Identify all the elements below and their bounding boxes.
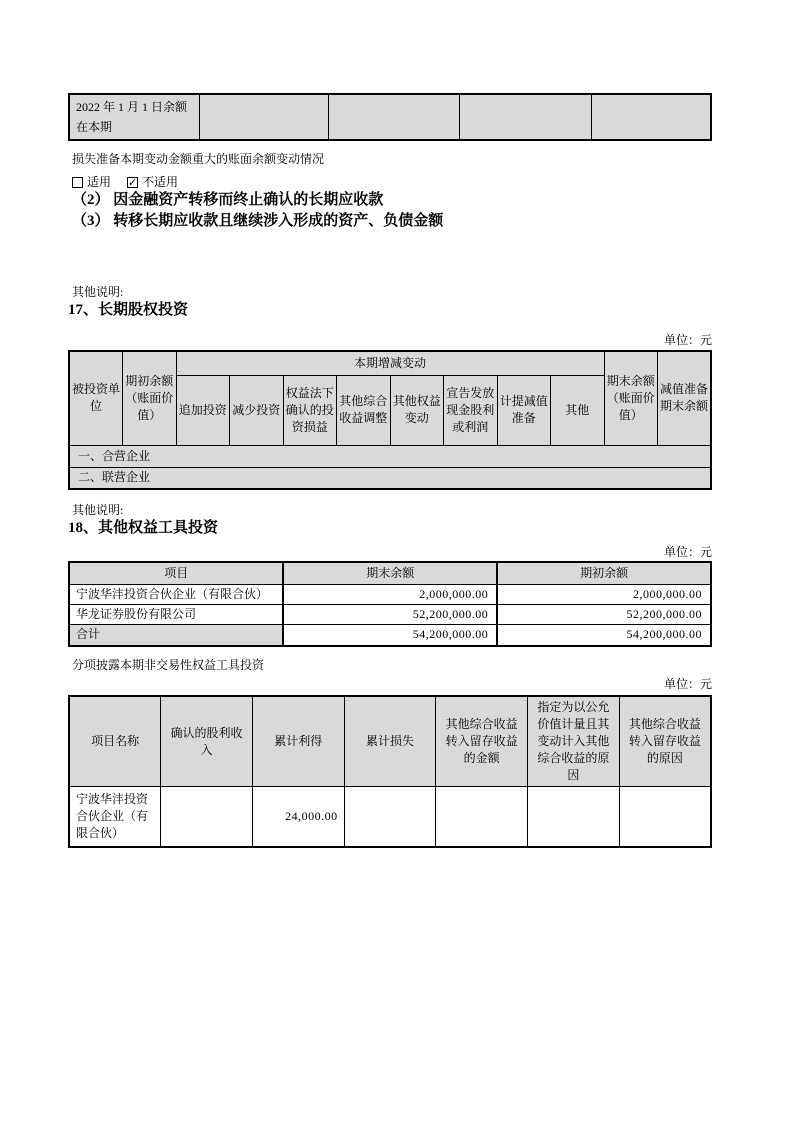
empty-cell: [592, 94, 711, 140]
col-oci-adjustment: 其他综合收益调整: [337, 375, 391, 445]
investee-name: 华龙证券股份有限公司: [69, 604, 283, 624]
col-opening-balance: 期初余额（账面价值）: [123, 351, 177, 445]
col-impairment-provision: 计提减值准备: [497, 375, 551, 445]
unit-label: 单位：元: [663, 333, 712, 347]
other-equity-instruments-table: [68, 561, 712, 647]
dividend-amount: [161, 787, 253, 847]
not-applicable-label: 不适用: [142, 175, 179, 189]
heading-continuing-involvement: （3） 转移长期应收款且继续涉入形成的资产、负债金额: [72, 213, 444, 229]
loss-reserve-table: [68, 93, 712, 141]
loss-change-note: 损失准备本期变动金额重大的账面余额变动情况: [72, 152, 325, 166]
group-associates: 二、联营企业: [69, 467, 711, 489]
group-joint-ventures: 一、合营企业: [69, 445, 711, 467]
col-group-period-changes: 本期增减变动: [176, 351, 604, 375]
gains-amount: 24,000.00: [252, 787, 344, 847]
col-reduced-investment: 减少投资: [230, 375, 284, 445]
section-18-title: 18、其他权益工具投资: [68, 520, 219, 536]
checkbox-unchecked-icon: [72, 177, 83, 188]
checkbox-checked-icon: [127, 177, 138, 188]
total-label: 合计: [69, 624, 283, 646]
col-accumulated-losses: 累计损失: [344, 696, 436, 787]
table-header-row: [69, 562, 711, 584]
col-impairment-closing: 减值准备期末余额: [658, 351, 712, 445]
investee-name: 宁波华沣投资合伙企业（有限合伙）: [69, 787, 161, 847]
applicability-line: [68, 174, 712, 190]
col-equity-method-pl: 权益法下确认的投资损益: [283, 375, 337, 445]
oci-amount: [436, 787, 528, 847]
empty-cell: [328, 94, 460, 140]
table-row: [69, 584, 711, 604]
loss-row-label: 2022 年 1 月 1 日余额在本期: [69, 94, 200, 140]
oci-reason: [619, 787, 711, 847]
section-17-title: 17、长期股权投资: [68, 302, 189, 318]
table-header-row: [69, 351, 711, 375]
col-closing-balance: 期末余额: [283, 562, 497, 584]
table-row: [69, 94, 711, 140]
page-content: [68, 0, 712, 848]
heading-derecognized-receivables: （2） 因金融资产转移而终止确认的长期应收款: [72, 192, 384, 208]
investee-name: 宁波华沣投资合伙企业（有限合伙）: [69, 584, 283, 604]
nontrading-disclosure-note: 分项披露本期非交易性权益工具投资: [72, 658, 265, 672]
table-row: [69, 604, 711, 624]
table-total-row: [69, 624, 711, 646]
col-accumulated-gains: 累计利得: [252, 696, 344, 787]
unit-label: 单位：元: [663, 677, 712, 691]
applicable-label: 适用: [87, 175, 112, 189]
col-oci-to-retained-amount: 其他综合收益转入留存收益的金额: [436, 696, 528, 787]
designation-reason: [528, 787, 620, 847]
unit-label: 单位：元: [663, 545, 712, 559]
opening-amount: 52,200,000.00: [497, 604, 711, 624]
total-opening-amount: 54,200,000.00: [497, 624, 711, 646]
col-opening-balance: 期初余额: [497, 562, 711, 584]
col-item-name: 项目名称: [69, 696, 161, 787]
long-term-equity-table: [68, 350, 712, 490]
closing-amount: 2,000,000.00: [283, 584, 497, 604]
empty-cell: [460, 94, 592, 140]
col-fvoci-designation-reason: 指定为以公允价值计量且其变动计入其他综合收益的原因: [528, 696, 620, 787]
other-note: 其他说明:: [72, 285, 124, 299]
opening-amount: 2,000,000.00: [497, 584, 711, 604]
col-dividend-income: 确认的股利收入: [161, 696, 253, 787]
table-row: [69, 467, 711, 489]
losses-amount: [344, 787, 436, 847]
table-row: [69, 445, 711, 467]
col-additional-investment: 追加投资: [176, 375, 230, 445]
col-declared-dividends: 宣告发放现金股利或利润: [444, 375, 498, 445]
col-other: 其他: [551, 375, 605, 445]
table-header-row: [69, 696, 711, 787]
other-note: 其他说明:: [72, 503, 124, 517]
total-closing-amount: 54,200,000.00: [283, 624, 497, 646]
empty-cell: [200, 94, 328, 140]
col-closing-balance: 期末余额（账面价值）: [604, 351, 658, 445]
col-investee: 被投资单位: [69, 351, 123, 445]
closing-amount: 52,200,000.00: [283, 604, 497, 624]
col-oci-to-retained-reason: 其他综合收益转入留存收益的原因: [619, 696, 711, 787]
nontrading-equity-table: [68, 695, 712, 848]
col-item: 项目: [69, 562, 283, 584]
col-other-equity-change: 其他权益变动: [390, 375, 444, 445]
table-row: [69, 787, 711, 847]
